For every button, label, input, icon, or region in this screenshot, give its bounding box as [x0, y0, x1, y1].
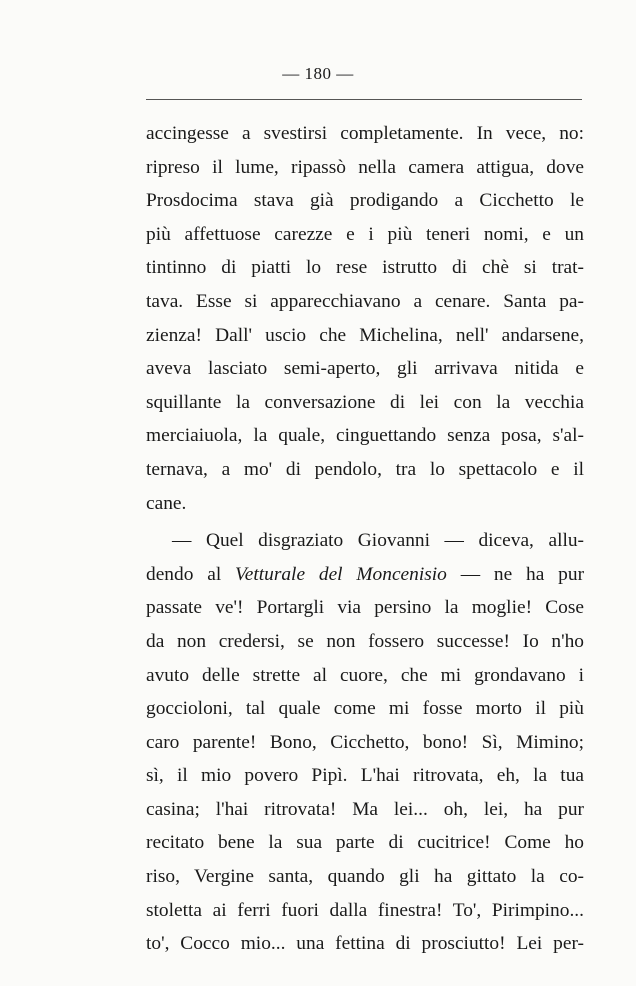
text-line: — Quel disgraziato Giovanni — diceva, allu-	[172, 530, 584, 552]
text-segment: — ne ha pur	[446, 563, 584, 585]
text-line: tintinno di piatti lo rese istrutto di chè si trat-	[146, 257, 584, 279]
text-line: Prosdocima stava già prodigando a Cicchetto le	[146, 190, 584, 212]
text-line: ripreso il lume, ripassò nella camera attigua, dove	[146, 156, 584, 178]
text-line: riso, Vergine santa, quando gli ha gittato la co-	[146, 866, 584, 888]
text-line: accingesse a svestirsi completamente. In vece, no:	[146, 123, 584, 144]
text-line: cane.	[146, 492, 187, 514]
text-line: goccioloni, tal quale come mi fosse morto il più	[146, 698, 584, 720]
text-line: stoletta ai ferri fuori dalla finestra! To', Pirimpino...	[146, 899, 584, 921]
text-line: sì, il mio povero Pipì. L'hai ritrovata, eh, la tua	[146, 765, 584, 787]
text-line: ternava, a mo' di pendolo, tra lo spettacolo e il	[146, 458, 584, 480]
text-line: tava. Esse si apparecchiavano a cenare. Santa pa-	[146, 290, 584, 312]
text-line: casina; l'hai ritrovata! Ma lei... oh, lei, ha pur	[146, 798, 584, 820]
text-line: più affettuose carezze e i più teneri nomi, e un	[146, 223, 584, 245]
text-line: da non credersi, se non fossero successe! Io n'ho	[146, 630, 584, 652]
text-line: passate ve'! Portargli via persino la moglie! Cose	[146, 597, 584, 619]
text-line: caro parente! Bono, Cicchetto, bono! Sì, Mimino;	[146, 731, 584, 753]
italic-title: Vetturale del Moncenisio	[235, 563, 447, 585]
page-number: — 180 —	[282, 64, 354, 83]
text-line: squillante la conversazione di lei con la vecchia	[146, 391, 584, 413]
body-text	[146, 117, 584, 961]
text-line: merciaiuola, la quale, cinguettando senza posa, s'al-	[146, 425, 584, 447]
text-line: avuto delle strette al cuore, che mi grondavano i	[146, 664, 584, 686]
text-segment: dendo al	[146, 563, 236, 585]
text-line: to', Cocco mio... una fettina di prosciutto! Lei per-	[146, 933, 584, 955]
text-line: recitato bene la sua parte di cucitrice! Come ho	[146, 832, 584, 854]
header-rule	[146, 99, 582, 100]
text-line: aveva lasciato semi-aperto, gli arrivava nitida e	[146, 358, 584, 380]
text-line: zienza! Dall' uscio che Michelina, nell' andarsene,	[146, 324, 584, 346]
text-line-mixed	[146, 558, 584, 592]
